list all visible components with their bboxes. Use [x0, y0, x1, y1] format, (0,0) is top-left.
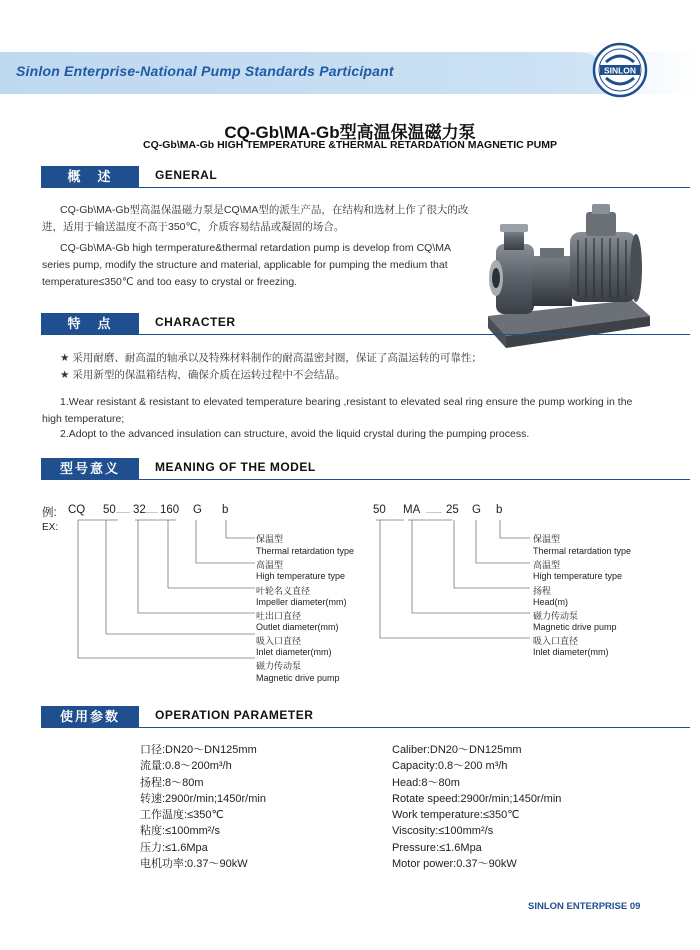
logo-text: SINLON — [603, 65, 637, 76]
param-cn: 电机功率:0.37～90kW — [140, 858, 248, 871]
model-code-part: 50 — [373, 504, 386, 516]
model-label-en: Outlet diameter(mm) — [256, 622, 339, 632]
model-label-cn: 吸入口直径 — [533, 636, 579, 646]
section-tab-general: 概 述 — [41, 166, 139, 188]
example-label-en: EX: — [42, 522, 59, 533]
model-code-part: b — [222, 504, 229, 516]
model-label-cn: 磁力传动泵 — [533, 611, 579, 621]
model-label-cn: 保温型 — [256, 534, 284, 544]
section-heading-general: GENERAL — [155, 168, 218, 182]
param-cn: 粘度:≤100mm²/s — [140, 825, 220, 838]
page-footer: SINLON ENTERPRISE 09 — [528, 901, 641, 912]
param-en: Rotate speed:2900r/min;1450r/min — [392, 792, 562, 805]
model-label-en: Magnetic drive pump — [256, 673, 340, 683]
param-en: Capacity:0.8～200 m³/h — [392, 760, 508, 773]
model-label-en: High temperature type — [256, 571, 346, 581]
model-label-cn: 磁力传动泵 — [256, 661, 302, 671]
param-cn: 转速:2900r/min;1450r/min — [140, 792, 266, 805]
param-en: Work temperature:≤350℃ — [392, 809, 520, 822]
section-character — [41, 313, 651, 335]
page-title-en: CQ-Gb\MA-Gb HIGH TEMPERATURE &THERMAL RETARDATION MAGNETIC PUMP — [143, 139, 557, 151]
model-label-en: Thermal retardation type — [256, 546, 355, 556]
model-code-part: MA — [403, 504, 421, 516]
param-cn: 流量:0.8～200m³/h — [140, 760, 232, 773]
character-cn-item: ★ 采用耐磨、耐高温的轴承以及特殊材料制作的耐高温密封圈，保证了高温运转的可靠性； — [60, 352, 482, 364]
param-en: Viscosity:≤100mm²/s — [392, 825, 494, 838]
model-label-en: High temperature type — [533, 571, 623, 581]
param-en: Caliber:DN20～DN125mm — [392, 744, 522, 756]
example-label-cn: 例: — [42, 507, 57, 519]
operation-params-cn — [140, 742, 266, 872]
model-label-en: Thermal retardation type — [533, 546, 632, 556]
section-tab-operation: 使用参数 — [41, 706, 139, 728]
page-title-cn: CQ-Gb\MA-Gb型高温保温磁力泵 — [224, 123, 476, 142]
param-cn: 口径:DN20～DN125mm — [140, 744, 257, 756]
section-divider — [139, 479, 690, 480]
section-heading-model: MEANING OF THE MODEL — [155, 460, 316, 474]
model-code-part: CQ — [68, 504, 86, 516]
model-label-cn: 扬程 — [533, 586, 552, 596]
model-code-part: 32 — [133, 504, 146, 516]
character-cn-item: ★ 采用新型的保温箱结构，确保介质在运转过程中不会结晶。 — [60, 369, 346, 381]
model-label-en: Inlet diameter(mm) — [256, 647, 332, 657]
character-en-item: 1.Wear resistant & resistant to elevated temperature bearing ,resistant to elevated seal ring ensure the pump working in the high temperature; — [42, 396, 633, 425]
section-divider — [139, 187, 690, 188]
model-connector-lines — [60, 512, 260, 672]
model-label-en: Impeller diameter(mm) — [256, 597, 347, 607]
section-general — [41, 166, 651, 188]
model-connector-lines — [370, 512, 535, 652]
param-en: Pressure:≤1.6Mpa — [392, 841, 482, 854]
model-label-cn: 吸入口直径 — [256, 636, 302, 646]
section-divider — [139, 334, 690, 335]
model-code-part: 25 — [446, 504, 459, 516]
model-code-part: b — [496, 504, 503, 516]
model-label-en: Head(m) — [533, 597, 569, 607]
model-label-cn: 高温型 — [533, 560, 561, 570]
header-title: Sinlon Enterprise-National Pump Standards Participant — [16, 63, 394, 79]
section-operation — [41, 706, 651, 728]
model-label-cn: 保温型 — [533, 534, 561, 544]
operation-params-en — [392, 742, 561, 872]
general-en-paragraph: CQ-Gb\MA-Gb high termperature&thermal retardation pump is develop from CQ\MA series pump, modify the structure and material, applicable for pumping the medium that temperature≤350℃ and too easy to crystal or freezing. — [42, 242, 451, 288]
section-tab-character: 特 点 — [41, 313, 139, 335]
model-code-part: 160 — [160, 504, 180, 516]
model-label-en: Inlet diameter(mm) — [533, 647, 609, 657]
section-divider — [139, 727, 690, 728]
param-cn: 压力:≤1.6Mpa — [140, 841, 208, 854]
general-cn-paragraph: CQ-Gb\MA-Gb型高温保温磁力泵是CQ\MA型的派生产品，在结构和选材上作了很大的改进，适用于输送温度不高于350℃，介质容易结晶或凝固的场合。 — [42, 204, 469, 233]
model-label-cn: 高温型 — [256, 560, 284, 570]
section-heading-operation: OPERATION PARAMETER — [155, 708, 314, 722]
param-en: Head:8～80m — [392, 776, 460, 789]
model-label-cn: 叶轮名义直径 — [256, 586, 311, 596]
section-model — [41, 458, 651, 480]
model-code-part: G — [472, 504, 481, 516]
model-label-cn: 吐出口直径 — [256, 611, 302, 621]
param-en: Motor power:0.37～90kW — [392, 858, 517, 871]
sinlon-logo — [592, 42, 648, 98]
section-tab-model: 型号意义 — [41, 458, 139, 480]
character-en-item: 2.Adopt to the advanced insulation can structure, avoid the liquid crystal during the pumping process. — [60, 428, 530, 440]
param-cn: 工作温度:≤350℃ — [140, 809, 224, 822]
model-label-en: Magnetic drive pump — [533, 622, 617, 632]
param-cn: 扬程:8～80m — [140, 776, 204, 789]
pump-photo — [482, 198, 654, 366]
model-code-part: 50 — [103, 504, 116, 516]
model-code-part: G — [193, 504, 202, 516]
section-heading-character: CHARACTER — [155, 315, 236, 329]
